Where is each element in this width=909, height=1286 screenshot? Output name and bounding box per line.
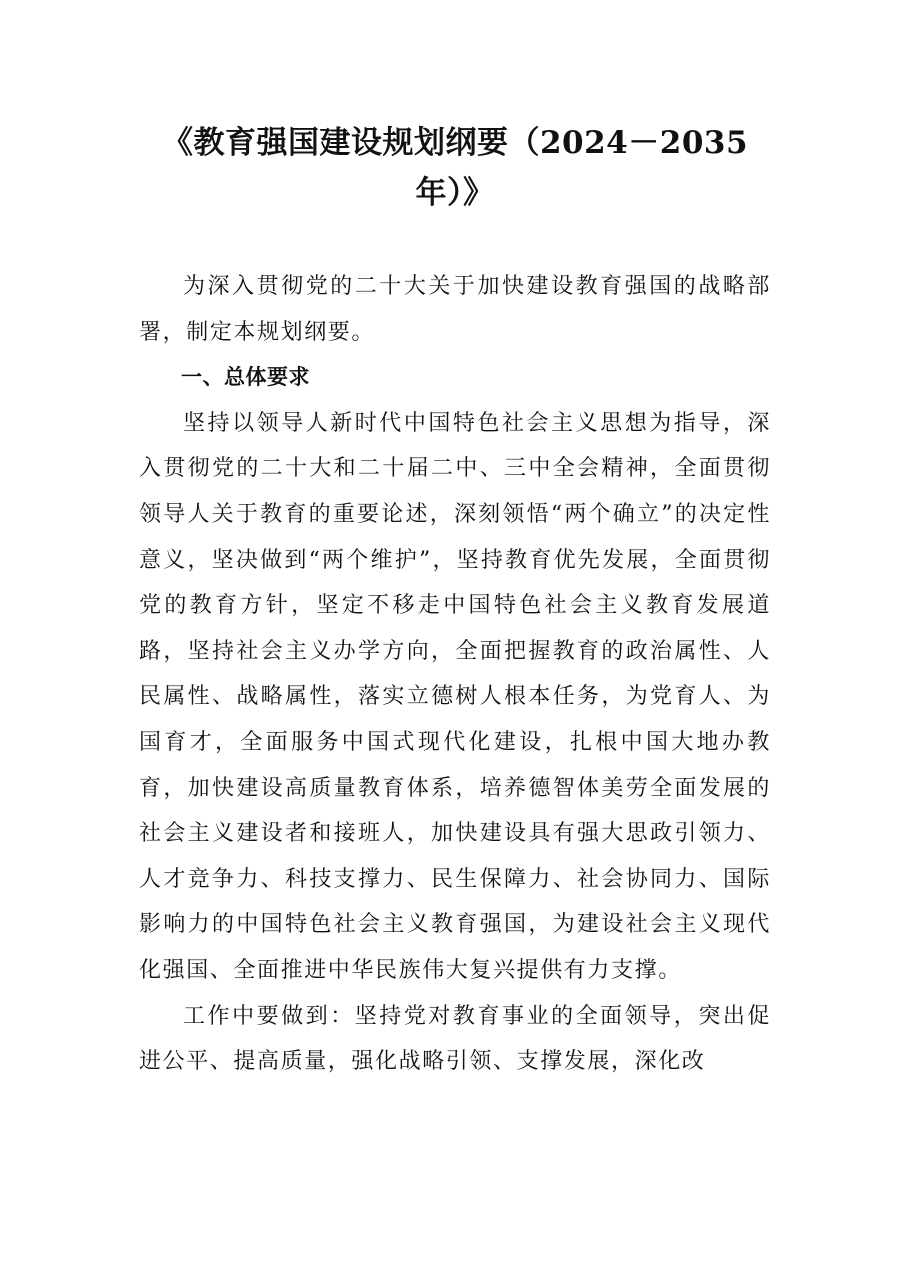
title-line-2: 年）》 <box>415 175 495 211</box>
body-paragraph-guiding-thought: 坚持以领导人新时代中国特色社会主义思想为指导，深入贯彻党的二十大和二十届二中、三中全会精神，全面贯彻领导人关于教育的重要论述，深刻领悟“两个确立”的决定性意义，坚决做到“两个维护”，坚持教育优先发展，全面贯彻党的教育方针，坚定不移走中国特色社会主义教育发展道路，坚持社会主义办学方向，全面把握教育的政治属性、人民属性、战略属性，落实立德树人根本任务，为党育人、为国育才，全面服务中国式现代化建设，扎根中国大地办教育，加快建设高质量教育体系，培养德智体美劳全面发展的社会主义建设者和接班人，加快建设具有强大思政引领力、人才竞争力、科技支撑力、民生保障力、社会协同力、国际影响力的中国特色社会主义教育强国，为建设社会主义现代化强国、全面推进中华民族伟大复兴提供有力支撑。 <box>139 410 771 983</box>
title-line-1: 《教育强国建设规划纲要（2024－2035 <box>161 125 749 161</box>
document-body <box>139 264 771 1085</box>
intro-paragraph: 为深入贯彻党的二十大关于加快建设教育强国的战略部署，制定本规划纲要。 <box>139 274 771 345</box>
body-paragraph-work-requirements: 工作中要做到：坚持党对教育事业的全面领导，突出促进公平、提高质量，强化战略引领、支撑发展，深化改 <box>139 1003 771 1075</box>
document-title <box>150 118 760 218</box>
section-heading-general-requirements: 一、总体要求 <box>181 365 310 390</box>
